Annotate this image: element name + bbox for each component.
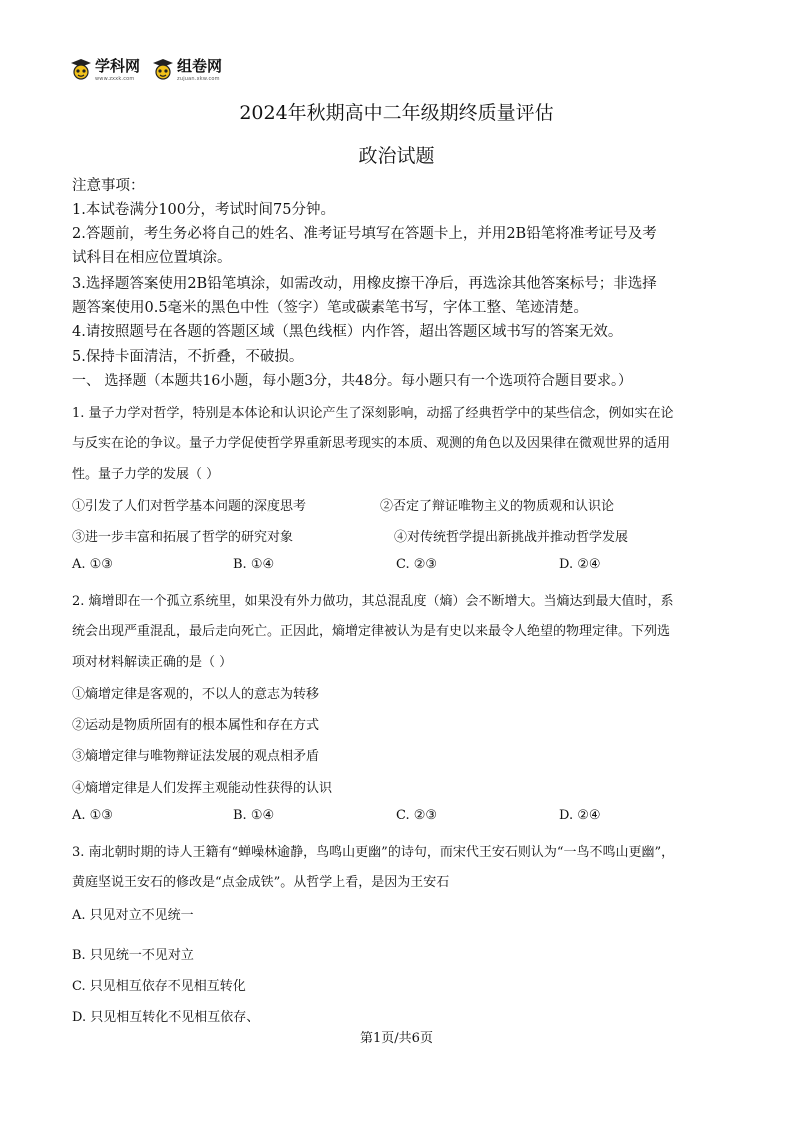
question-1-option-b: B. ①④ <box>233 557 275 572</box>
question-1-statement: ②否定了辩证唯物主义的物质观和认识论 <box>380 499 615 514</box>
question-1-option-a: A. ①③ <box>72 557 113 572</box>
question-1-stem: 1. 量子力学对哲学，特别是本体论和认识论产生了深刻影响，动摇了经典哲学中的某些信念，例如实在论 <box>72 406 674 421</box>
question-3-option-c: C. 只见相互依存不见相互转化 <box>72 979 246 994</box>
logo-xueke <box>70 58 140 82</box>
question-2-option-d: D. ②④ <box>559 808 601 823</box>
logo-xueke-text: 学科网 <box>95 57 141 75</box>
mortarboard-face-icon <box>70 58 92 80</box>
page-number: 第1页/共6页 <box>360 1031 433 1046</box>
question-2-option-a: A. ①③ <box>72 808 113 823</box>
notice-line: 1.本试卷满分100分，考试时间75分钟。 <box>72 202 335 218</box>
question-2-stem: 2. 熵增即在一个孤立系统里，如果没有外力做功，其总混乱度（熵）会不断增大。当熵达到最大值时，系 <box>72 594 674 609</box>
question-1-stem: 性。量子力学的发展（ ） <box>72 467 220 482</box>
notice-line: 5.保持卡面清洁，不折叠，不破损。 <box>72 349 304 365</box>
page-title: 2024年秋期高中二年级期终质量评估 <box>239 102 554 124</box>
header-logos <box>70 58 222 88</box>
notice-line: 题答案使用0.5毫米的黑色中性（签字）笔或碳素笔书写，字体工整、笔迹清楚。 <box>72 300 589 316</box>
question-3-option-d: D. 只见相互转化不见相互依存、 <box>72 1010 260 1025</box>
logo-xueke-url: www.zxxk.com <box>95 76 135 82</box>
logo-zujuan <box>152 58 222 82</box>
question-3-stem: 黄庭坚说王安石的修改是“点金成铁”。从哲学上看，是因为王安石 <box>72 875 450 890</box>
logo-zujuan-text: 组卷网 <box>177 57 223 75</box>
question-2-statement: ④熵增定律是人们发挥主观能动性获得的认识 <box>72 781 333 796</box>
question-1-stem: 与反实在论的争议。量子力学促使哲学界重新思考现实的本质、观测的角色以及因果律在微观世界的适用 <box>72 436 671 451</box>
notice-heading: 注意事项： <box>72 178 145 194</box>
mortarboard-face-icon <box>152 58 174 80</box>
question-3-stem: 3. 南北朝时期的诗人王籍有“蝉噪林逾静，鸟鸣山更幽”的诗句，而宋代王安石则认为“一鸟不鸣山更幽”， <box>72 845 675 860</box>
question-2-statement: ②运动是物质所固有的根本属性和存在方式 <box>72 718 320 733</box>
question-1-option-d: D. ②④ <box>559 557 601 572</box>
question-1-statement: ①引发了人们对哲学基本问题的深度思考 <box>72 499 307 514</box>
question-2-statement: ③熵增定律与唯物辩证法发展的观点相矛盾 <box>72 749 320 764</box>
question-2-option-c: C. ②③ <box>396 808 438 823</box>
question-2-statement: ①熵增定律是客观的，不以人的意志为转移 <box>72 687 320 702</box>
notice-line: 2.答题前，考生务必将自己的姓名、准考证号填写在答题卡上，并用2B铅笔将准考证号及考 <box>72 226 657 242</box>
question-1-statement: ④对传统哲学提出新挑战并推动哲学发展 <box>394 530 629 545</box>
page-subtitle: 政治试题 <box>358 145 435 167</box>
question-2-stem: 统会出现严重混乱，最后走向死亡。正因此，熵增定律被认为是有史以来最令人绝望的物理定律。下列选 <box>72 624 671 639</box>
question-3-option-b: B. 只见统一不见对立 <box>72 948 194 963</box>
section-heading: 一、 选择题（本题共16小题，每小题3分，共48分。每小题只有一个选项符合题目要求。） <box>72 373 632 389</box>
logo-zujuan-url: zujuan.xkw.com <box>177 76 220 82</box>
question-2-option-b: B. ①④ <box>233 808 275 823</box>
notice-line: 试科目在相应位置填涂。 <box>72 250 232 266</box>
notice-line: 3.选择题答案使用2B铅笔填涂，如需改动，用橡皮擦干净后，再选涂其他答案标号；非选择 <box>72 276 657 292</box>
question-2-stem: 项对材料解读正确的是（ ） <box>72 655 233 670</box>
notice-line: 4.请按照题号在各题的答题区域（黑色线框）内作答，超出答题区域书写的答案无效。 <box>72 324 623 340</box>
question-1-statement: ③进一步丰富和拓展了哲学的研究对象 <box>72 530 294 545</box>
question-3-option-a: A. 只见对立不见统一 <box>72 908 194 923</box>
question-1-option-c: C. ②③ <box>396 557 438 572</box>
